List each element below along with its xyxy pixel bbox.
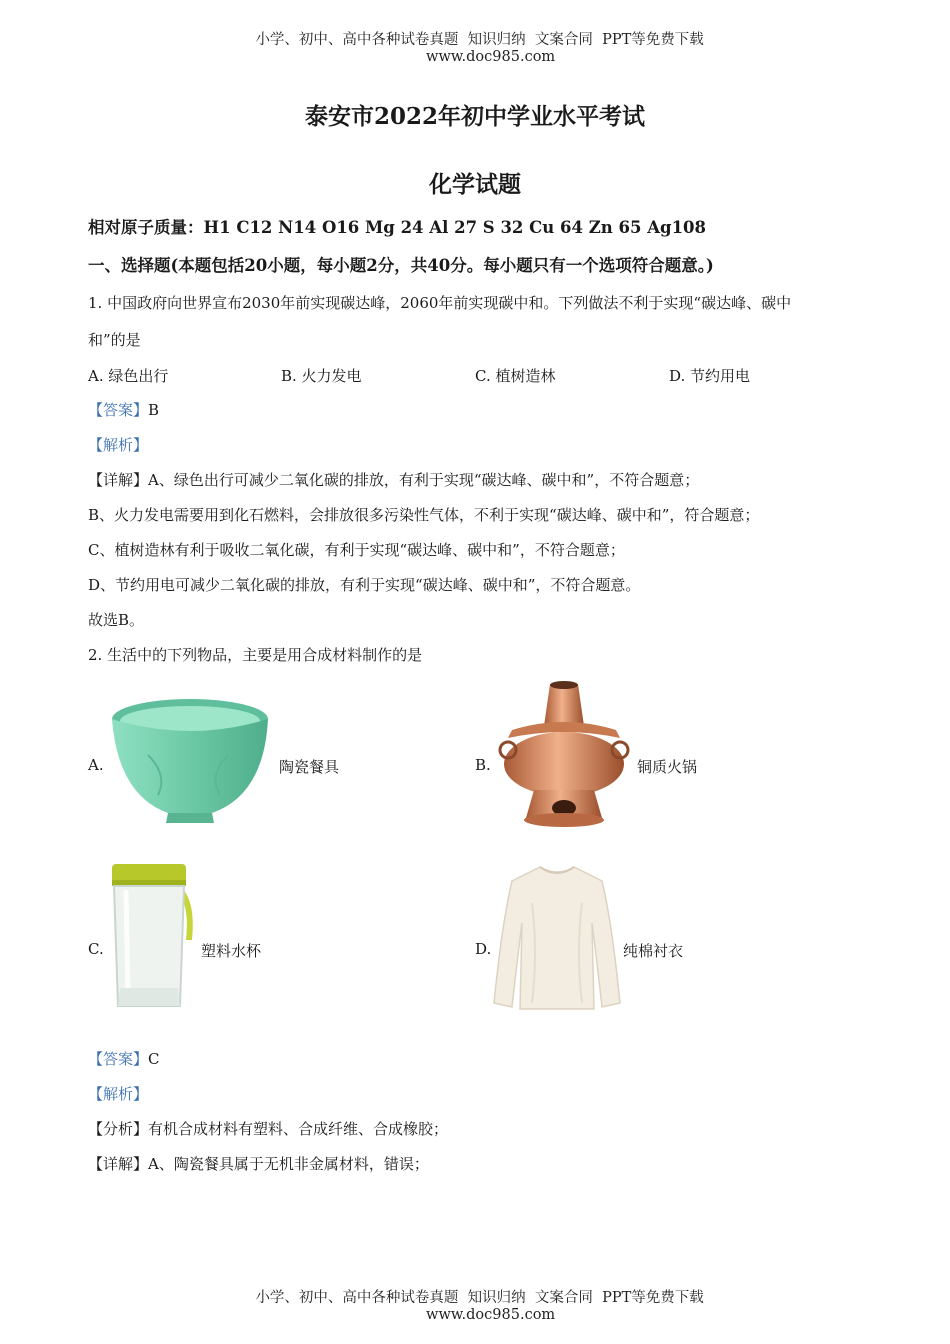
bottom-banner [0, 1270, 950, 1323]
detail-a-text: A、陶瓷餐具属于无机非金属材料，错误； [148, 1155, 429, 1173]
atomic-mass-line: 相对原子质量：H1 C12 N14 O16 Mg 24 Al 27 S 32 Cu 64 Zn 65 Ag108 [88, 218, 707, 237]
q2-option-c-label: 塑料水杯 [201, 942, 262, 960]
q1-option-c: C. 植树造林 [475, 367, 556, 385]
q1-stem-line2: 和”的是 [88, 331, 141, 349]
exam-title: 泰安市2022年初中学业水平考试 [304, 103, 645, 130]
detail-a-text: A、绿色出行可减少二氧化碳的排放，有利于实现“碳达峰、碳中和”，不符合题意； [148, 471, 700, 489]
banner-url[interactable]: www.doc985.com [426, 1307, 556, 1323]
q2-option-b-letter: B. [475, 756, 491, 774]
ceramic-bowl-image [108, 695, 273, 830]
q1-option-a: A. 绿色出行 [88, 367, 169, 385]
q2-option-d-letter: D. [475, 940, 492, 958]
cotton-shirt-image [492, 863, 622, 1013]
banner-text: 小学、初中、高中各种试卷真题 知识归纳 文案合同 PPT等免费下载 [255, 32, 704, 48]
answer-value: C [148, 1050, 160, 1068]
fenxi-text: 有机合成材料有塑料、合成纤维、合成橡胶； [148, 1120, 449, 1138]
banner-url[interactable]: www.doc985.com [426, 49, 556, 65]
plastic-cup-image [106, 860, 198, 1012]
q1-analysis-tag: 【解析】 [88, 436, 149, 454]
q1-answer [88, 400, 159, 420]
detail-tag: 【详解】 [88, 1155, 149, 1173]
q1-detail-d: D、节约用电可减少二氧化碳的排放，有利于实现“碳达峰、碳中和”，不符合题意。 [88, 576, 641, 594]
section-heading: 一、选择题(本题包括20小题，每小题2分，共40分。每小题只有一个选项符合题意。) [88, 256, 714, 275]
top-banner [0, 12, 950, 65]
q1-detail-a [88, 470, 699, 490]
q2-fenxi [88, 1119, 448, 1139]
q2-answer [88, 1049, 160, 1069]
detail-tag: 【详解】 [88, 471, 149, 489]
q1-option-d: D. 节约用电 [669, 367, 751, 385]
q1-detail-b: B、火力发电需要用到化石燃料，会排放很多污染性气体，不利于实现“碳达峰、碳中和”，符合题意； [88, 506, 760, 524]
q1-option-b: B. 火力发电 [281, 367, 362, 385]
q2-analysis-tag: 【解析】 [88, 1085, 149, 1103]
q2-stem: 2. 生活中的下列物品，主要是用合成材料制作的是 [88, 646, 423, 664]
answer-value: B [148, 401, 160, 419]
q1-stem-line1: 1. 中国政府向世界宣布2030年前实现碳达峰，2060年前实现碳中和。下列做法不利于实现“碳达峰、碳中 [88, 294, 792, 312]
banner-text: 小学、初中、高中各种试卷真题 知识归纳 文案合同 PPT等免费下载 [255, 1290, 704, 1306]
fenxi-tag: 【分析】 [88, 1120, 149, 1138]
q1-conclusion: 故选B。 [88, 611, 145, 629]
answer-tag: 【答案】 [88, 1050, 149, 1068]
q2-detail-a [88, 1154, 429, 1174]
q2-option-b-label: 铜质火锅 [637, 758, 698, 776]
answer-tag: 【答案】 [88, 401, 149, 419]
q1-detail-c: C、植树造林有利于吸收二氧化碳，有利于实现“碳达峰、碳中和”，不符合题意； [88, 541, 625, 559]
q2-option-d-label: 纯棉衬衣 [623, 942, 684, 960]
q2-option-a-letter: A. [88, 756, 104, 774]
exam-subtitle: 化学试题 [429, 171, 521, 198]
q2-option-c-letter: C. [88, 940, 104, 958]
q2-option-a-label: 陶瓷餐具 [279, 758, 340, 776]
copper-hotpot-image [494, 678, 634, 833]
